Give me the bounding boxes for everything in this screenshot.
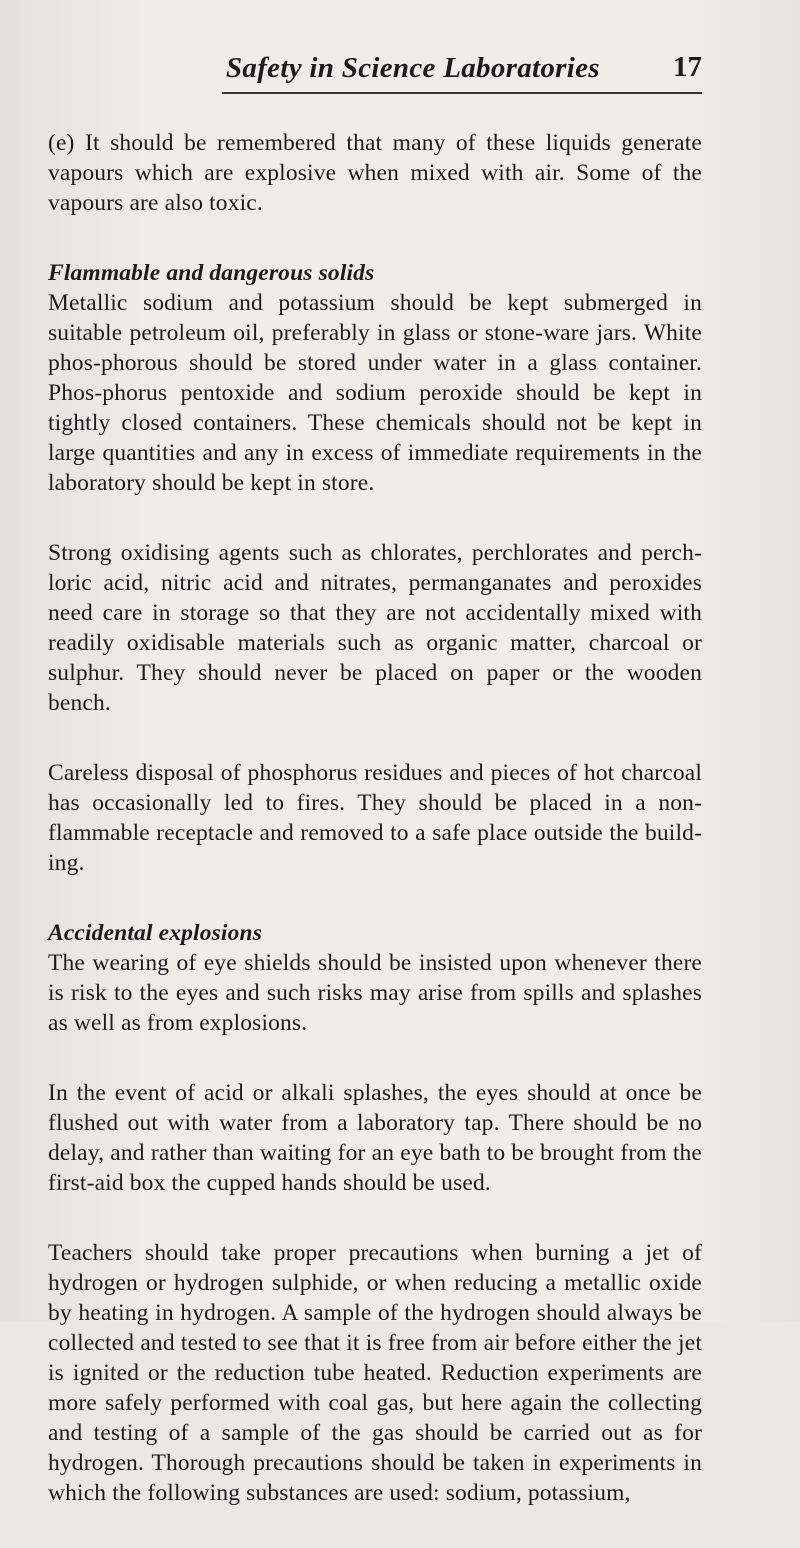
page-number: 17 [673,51,702,83]
paragraph-hydrogen-precautions: Teachers should take proper precautions when burning a jet of hydrogen or hydrogen sulphide, or when reducing a metallic oxide by heating in hydrogen. A sample of the hydrogen should always be collected and tested to see that it is free from air before either the jet is ignited or the reduction tube heated. Reduction experiments are more safely performed with coal gas, but here again the collecting and testing of a sample of the gas should be carried out as for hydrogen. Thorough precautions should be taken in experiments in which the following substances are used: sodium, potassium, [48,1240,702,1506]
section-heading-accidental-explosions: Accidental explosions [48,920,262,946]
paragraph-metallic-sodium: Metallic sodium and potassium should be kept submerged in suitable petroleum oil, preferably in glass or stone-ware jars. White phos-phorous should be stored under water in a glass container. Phos-phorus pentoxide and sodium peroxide should be kept in tightly closed containers. These chemicals should not be kept in large quantities and any in excess of immediate requirements in the laboratory should be kept in store. [48,290,702,496]
paragraph-e-liquids-vapours: (e) It should be remembered that many of these liquids generate vapours which are explosive when mixed with air. Some of the vapours are also toxic. [48,130,702,216]
running-title: Safety in Science Laboratories [226,52,600,84]
paragraph-acid-alkali-splashes: In the event of acid or alkali splashes, the eyes should at once be flushed out with water from a laboratory tap. There should be no delay, and rather than waiting for an eye bath to be brought from the first-aid box the cupped hands should be used. [48,1080,702,1196]
page-body [48,128,702,1548]
running-header [222,52,702,94]
section-heading-flammable-solids: Flammable and dangerous solids [48,260,375,286]
paragraph-careless-disposal: Careless disposal of phosphorus residues and pieces of hot charcoal has occasionally led to fires. They should be placed in a non-flammable receptacle and removed to a safe place outside the build-ing. [48,760,702,876]
paragraph-oxidising-agents: Strong oxidising agents such as chlorates, perchlorates and perch-loric acid, nitric acid and nitrates, permanganates and peroxides need care in storage so that they are not accidentally mixed with readily oxidisable materials such as organic matter, charcoal or sulphur. They should never be placed on paper or the wooden bench. [48,540,702,716]
paragraph-eye-shields: The wearing of eye shields should be insisted upon whenever there is risk to the eyes and such risks may arise from spills and splashes as well as from explosions. [48,950,702,1036]
